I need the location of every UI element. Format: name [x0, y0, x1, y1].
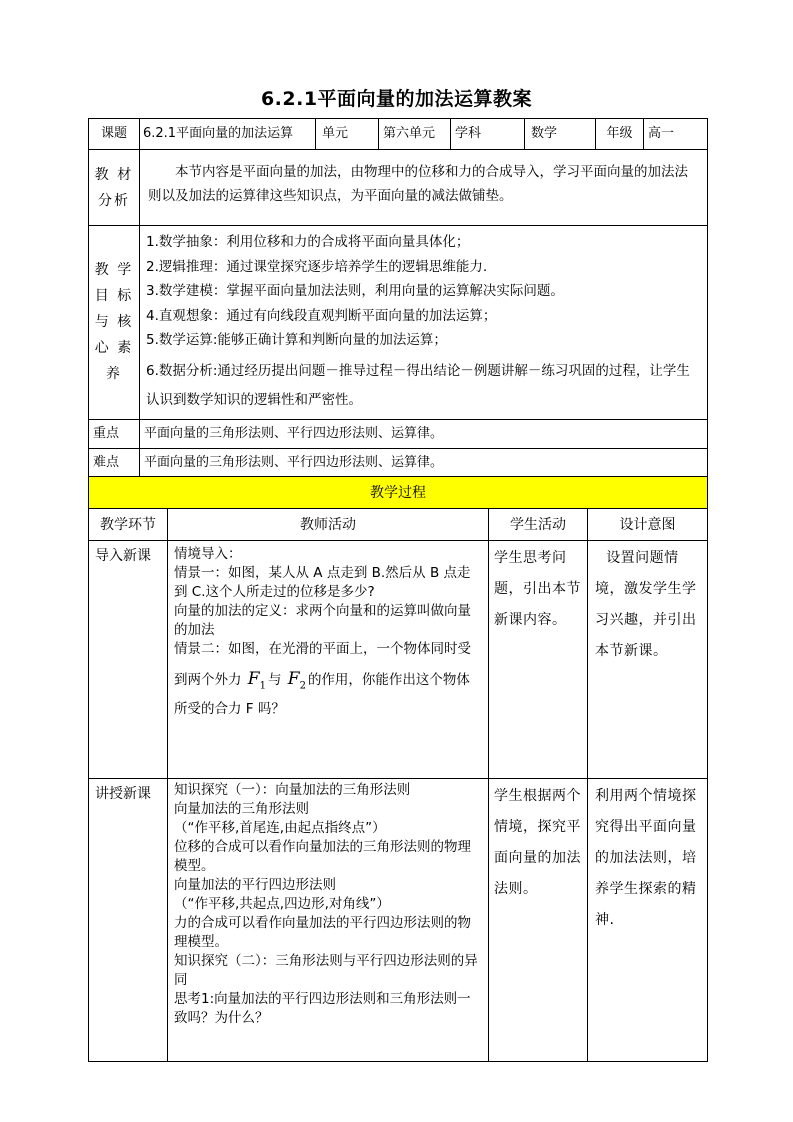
header-stage: 教学环节 — [89, 509, 168, 541]
goal-item: 6.数据分析:通过经历提出问题－推导过程－得出结论－例题讲解－练习巩固的过程，让学生认识到数学知识的逻辑性和严密性。 — [146, 362, 690, 408]
teacher-line: （“作平移,首尾连,由起点指终点”） — [174, 820, 386, 836]
course-value: 6.2.1平面向量的加法运算 — [140, 119, 316, 150]
unit-value: 第六单元 — [379, 119, 451, 150]
lesson-info-table — [88, 118, 708, 479]
analysis-text: 本节内容是平面向量的加法，由物理中的位移和力的合成导入，学习平面向量的加法法则以及加法的运算律这些知识点，为平面向量的减法做铺垫。 — [140, 150, 708, 226]
key-label: 重点 — [89, 419, 140, 448]
teacher-activity — [168, 541, 489, 779]
difficult-text: 平面向量的三角形法则、平行四边形法则、运算律。 — [140, 448, 708, 478]
teaching-process-table — [88, 476, 708, 1062]
teacher-line: 情景一：如图，某人从 A 点走到 B.然后从 B 点走到 C.这个人所走过的位移是多少? — [174, 565, 471, 600]
goal-item: 2.逻辑推理：通过课堂探究逐步培养学生的逻辑思维能力. — [146, 258, 488, 275]
teacher-line: 力的合成可以看作向量加法的平行四边形法则的物理模型。 — [174, 915, 471, 950]
goal-item: 3.数学建模：掌握平面向量加法法则，利用向量的运算解决实际问题。 — [146, 283, 564, 299]
key-text: 平面向量的三角形法则、平行四边形法则、运算律。 — [140, 419, 708, 448]
teacher-activity — [168, 779, 489, 1062]
goal-item: 1.数学抽象：利用位移和力的合成将平面向量具体化； — [146, 234, 470, 250]
header-student: 学生活动 — [489, 509, 588, 541]
stage-cell: 导入新课 — [89, 541, 168, 779]
goals-list — [140, 226, 708, 420]
teacher-line: 知识探究（二）：三角形法则与平行四边形法则的异同 — [174, 953, 478, 988]
grade-label: 年级 — [596, 119, 644, 150]
student-activity: 学生思考问题，引出本节新课内容。 — [489, 541, 588, 779]
teacher-line: 思考1:向量加法的平行四边形法则和三角形法则一致吗？为什么？ — [174, 991, 471, 1026]
teacher-line: 情境导入： — [174, 546, 242, 562]
difficult-label: 难点 — [89, 448, 140, 478]
force-line: 到两个外力 $F_1$ 与 $F_2$ 的作用，你能作出这个物体 — [174, 665, 483, 700]
goal-item: 4.直观想象：通过有向线段直观判断平面向量的加法运算； — [146, 307, 497, 324]
teacher-line: 所受的合力 F 吗？ — [174, 701, 285, 718]
student-activity: 学生根据两个情境，探究平面向量的加法法则。 — [489, 779, 588, 1062]
goal-item: 5.数学运算:能够正确计算和判断向量的加法运算； — [146, 332, 447, 348]
force-f2: $F_2$ — [287, 669, 306, 692]
process-banner: 教学过程 — [89, 477, 708, 509]
design-intent: 设置问题情境，激发学生学习兴趣，并引出本节新课。 — [588, 541, 708, 779]
unit-label: 单元 — [316, 119, 379, 150]
subject-label: 学科 — [451, 119, 525, 150]
analysis-label: 教 材 分析 — [89, 150, 140, 226]
goals-label: 教 学 目 标 与 核 心 素 养 — [89, 226, 140, 420]
course-label: 课题 — [89, 119, 140, 150]
subject-value: 数学 — [525, 119, 596, 150]
teacher-line: 情景二：如图，在光滑的平面上，一个物体同时受 — [174, 641, 471, 657]
teacher-line: （“作平移,共起点,四边形,对角线”） — [174, 896, 390, 912]
document-title: 6.2.1平面向量的加法运算教案 — [260, 88, 533, 110]
grade-value: 高一 — [644, 119, 708, 150]
teacher-line: 向量加法的平行四边形法则 — [174, 877, 336, 893]
header-teacher: 教师活动 — [168, 509, 489, 541]
stage-cell: 讲授新课 — [89, 779, 168, 1062]
teacher-line: 向量的加法的定义：求两个向量和的运算叫做向量的加法 — [174, 603, 471, 638]
teacher-line: 位移的合成可以看作向量加法的三角形法则的物理模型。 — [174, 839, 471, 874]
teacher-line: 向量加法的三角形法则 — [174, 801, 309, 817]
force-f1: $F_1$ — [247, 669, 266, 692]
header-design: 设计意图 — [588, 509, 708, 541]
design-intent: 利用两个情境探究得出平面向量的加法法则，培养学生探索的精神. — [588, 779, 708, 1062]
teacher-line: 知识探究（一）：向量加法的三角形法则 — [174, 782, 411, 798]
